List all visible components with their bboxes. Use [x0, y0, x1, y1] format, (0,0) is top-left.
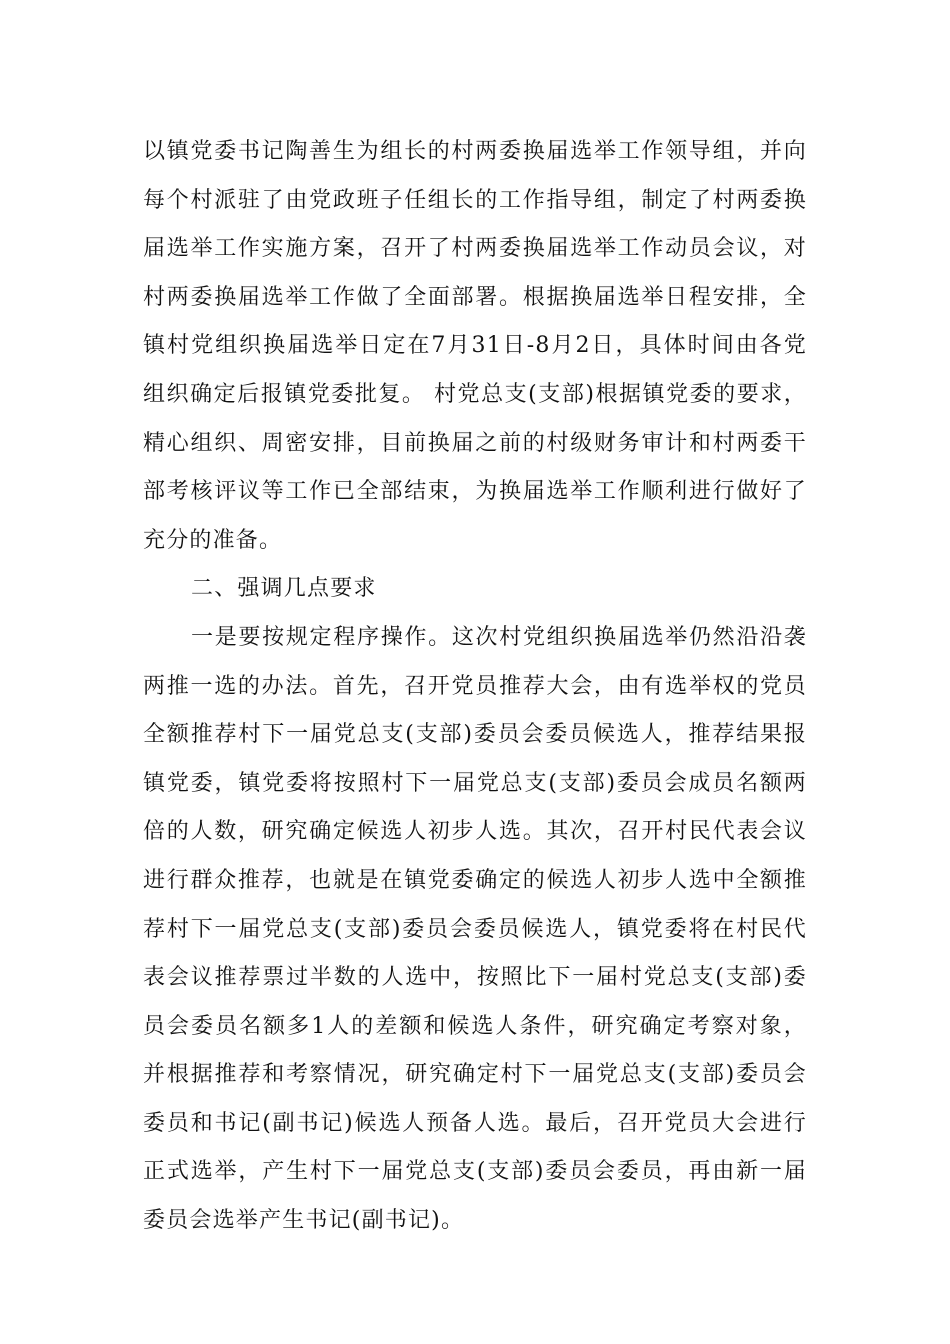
paragraph-procedure: 一是要按规定程序操作。这次村党组织换届选举仍然沿沿袭两推一选的办法。首先，召开党员推荐大会，由有选举权的党员全额推荐村下一届党总支(支部)委员会委员候选人，推荐结果报镇党委，镇党委将按照村下一届党总支(支部)委员会成员名额两倍的人数，研究确定候选人初步人选。其次，召开村民代表会议进行群众推荐，也就是在镇党委确定的候选人初步人选中全额推荐村下一届党总支(支部)委员会委员候选人，镇党委将在村民代表会议推荐票过半数的人选中，按照比下一届村党总支(支部)委员会委员名额多1人的差额和候选人条件，研究确定考察对象，并根据推荐和考察情况，研究确定村下一届党总支(支部)委员会委员和书记(副书记)候选人预备人选。最后，召开党员大会进行正式选举，产生村下一届党总支(支部)委员会委员，再由新一届委员会选举产生书记(副书记)。: [143, 624, 807, 1234]
paragraph-leadership-group: 以镇党委书记陶善生为组长的村两委换届选举工作领导组，并向每个村派驻了由党政班子任组长的工作指导组，制定了村两委换届选举工作实施方案，召开了村两委换届选举工作动员会议，对村两委换届选举工作做了全面部署。根据换届选举日程安排，全镇村党组织换届选举日定在7月31日-8月2日，具体时间由各党组织确定后报镇党委批复。 村党总支(支部)根据镇党委的要求，精心组织、周密安排，目前换届之前的村级财务审计和村两委干部考核评议等工作已全部结束，为换届选举工作顺利进行做好了充分的准备。: [143, 139, 807, 553]
document-body: [143, 128, 807, 1246]
section-heading-requirements: 二、强调几点要求: [191, 576, 377, 602]
